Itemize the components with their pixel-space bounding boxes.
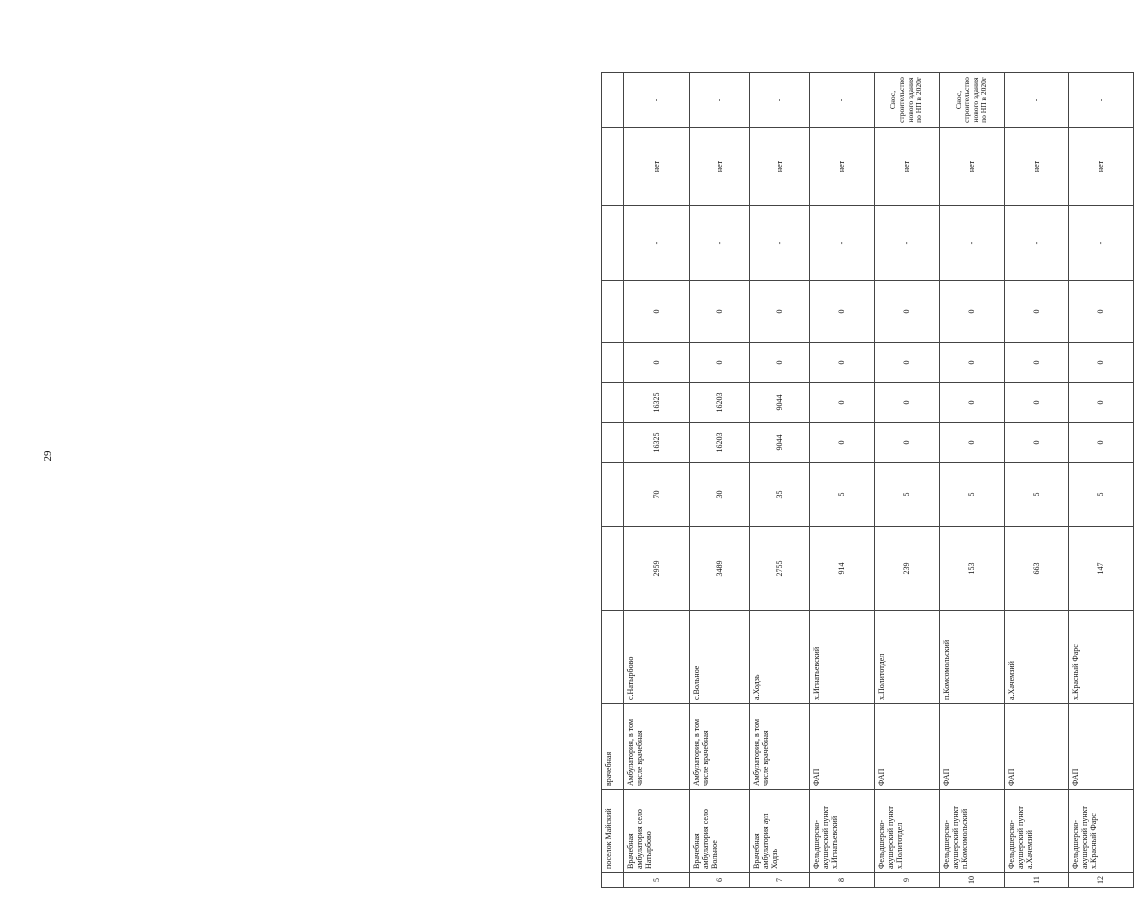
capacity-cell: 5	[939, 463, 1004, 527]
value4-cell: 0	[1004, 281, 1068, 343]
population-cell: 663	[1004, 527, 1068, 611]
note-cell: -	[689, 73, 749, 128]
row-number-cell: 8	[809, 873, 874, 888]
value4-cell: 0	[939, 281, 1004, 343]
value1-cell: 0	[1004, 423, 1068, 463]
value1-cell: 9044	[749, 423, 809, 463]
value5-cell: -	[1004, 206, 1068, 281]
capacity-cell: 30	[689, 463, 749, 527]
facility-name-cell: Фельдшерско-акушерский пункт а.Хачемзий	[1004, 790, 1068, 873]
table-row	[809, 73, 874, 888]
value4-cell: 0	[689, 281, 749, 343]
locality-cell: а.Хачемзий	[1004, 611, 1068, 704]
status-cell: нет	[1068, 128, 1133, 206]
locality-cell: с.Натырбово	[623, 611, 689, 704]
value3-cell: 0	[689, 343, 749, 383]
capacity-cell: 5	[874, 463, 939, 527]
value1-cell: 16203	[689, 423, 749, 463]
capacity-cell: 5	[1004, 463, 1068, 527]
row-number-cell: 9	[874, 873, 939, 888]
facility-type-cell: ФАП	[1004, 704, 1068, 790]
status-cell: нет	[809, 128, 874, 206]
value3-cell: 0	[1068, 343, 1133, 383]
value3-cell: 0	[623, 343, 689, 383]
value2-cell: 0	[939, 383, 1004, 423]
status-cell: нет	[1004, 128, 1068, 206]
locality-cell: а.Ходзь	[749, 611, 809, 704]
table-row	[689, 73, 749, 888]
facility-name-cell: Фельдшерско-акушерский пункт х.Игнатьевский	[809, 790, 874, 873]
value2-cell: 16203	[689, 383, 749, 423]
facility-type-cell: Амбулатория, в том числе врачебная	[749, 704, 809, 790]
table-row	[1068, 73, 1133, 888]
value4-cell: 0	[809, 281, 874, 343]
value1-cell: 0	[809, 423, 874, 463]
value5-cell: -	[874, 206, 939, 281]
value2-cell: 0	[809, 383, 874, 423]
value4-cell: 0	[1068, 281, 1133, 343]
population-cell: 239	[874, 527, 939, 611]
value1-cell: 0	[1068, 423, 1133, 463]
note-cell: Снос, строительство нового здания по НП в 2020г	[874, 73, 939, 128]
value1-cell: 16325	[623, 423, 689, 463]
value5-cell: -	[749, 206, 809, 281]
facilities-table	[601, 72, 1134, 888]
status-cell: нет	[749, 128, 809, 206]
page-number: 29	[42, 450, 54, 462]
note-cell: -	[749, 73, 809, 128]
note-cell: Снос, строительство нового здания по НП в 2020г	[939, 73, 1004, 128]
status-cell: нет	[623, 128, 689, 206]
value3-cell: 0	[874, 343, 939, 383]
facility-name-cell: Врачебная амбулатория село Натырбово	[623, 790, 689, 873]
table-row	[939, 73, 1004, 888]
row-number-cell: 6	[689, 873, 749, 888]
value3-cell: 0	[809, 343, 874, 383]
note-cell: -	[1068, 73, 1133, 128]
capacity-cell: 35	[749, 463, 809, 527]
table-row	[749, 73, 809, 888]
population-cell: 2959	[623, 527, 689, 611]
cell-top-type: врачебная	[602, 704, 624, 790]
facility-type-cell: Амбулатория, в том числе врачебная	[623, 704, 689, 790]
locality-cell: п.Комсомольский	[939, 611, 1004, 704]
value1-cell: 0	[874, 423, 939, 463]
capacity-cell: 70	[623, 463, 689, 527]
value5-cell: -	[1068, 206, 1133, 281]
value5-cell: -	[809, 206, 874, 281]
locality-cell: с.Вольное	[689, 611, 749, 704]
value3-cell: 0	[749, 343, 809, 383]
note-cell: -	[809, 73, 874, 128]
facility-name-cell: Врачебная амбулатория аул Ходзь	[749, 790, 809, 873]
facility-type-cell: ФАП	[809, 704, 874, 790]
row-number-cell: 11	[1004, 873, 1068, 888]
table-row	[874, 73, 939, 888]
population-cell: 2755	[749, 527, 809, 611]
population-cell: 914	[809, 527, 874, 611]
row-number-cell: 5	[623, 873, 689, 888]
value5-cell: -	[689, 206, 749, 281]
cell-top-name: поселок Майский	[602, 790, 624, 873]
facility-name-cell: Врачебная амбулатория село Вольное	[689, 790, 749, 873]
value5-cell: -	[939, 206, 1004, 281]
value5-cell: -	[623, 206, 689, 281]
facility-type-cell: ФАП	[939, 704, 1004, 790]
population-cell: 153	[939, 527, 1004, 611]
status-cell: нет	[874, 128, 939, 206]
locality-cell: х.Политотдел	[874, 611, 939, 704]
facility-name-cell: Фельдшерско-акушерский пункт х.Красный Фарс	[1068, 790, 1133, 873]
facility-type-cell: ФАП	[1068, 704, 1133, 790]
rotated-table-frame	[601, 0, 1134, 884]
value2-cell: 0	[874, 383, 939, 423]
capacity-cell: 5	[809, 463, 874, 527]
facility-name-cell: Фельдшерско-акушерский пункт п.Комсомольский	[939, 790, 1004, 873]
row-number-cell: 7	[749, 873, 809, 888]
facility-type-cell: Амбулатория, в том числе врачебная	[689, 704, 749, 790]
facility-type-cell: ФАП	[874, 704, 939, 790]
facility-name-cell: Фельдшерско-акушерский пункт х.Политотдел	[874, 790, 939, 873]
value4-cell: 0	[874, 281, 939, 343]
value4-cell: 0	[749, 281, 809, 343]
value3-cell: 0	[1004, 343, 1068, 383]
table-row	[1004, 73, 1068, 888]
status-cell: нет	[689, 128, 749, 206]
table-row-top	[602, 73, 624, 888]
row-number-cell: 12	[1068, 873, 1133, 888]
value4-cell: 0	[623, 281, 689, 343]
note-cell: -	[1004, 73, 1068, 128]
value2-cell: 0	[1004, 383, 1068, 423]
locality-cell: х.Красный Фарс	[1068, 611, 1133, 704]
value1-cell: 0	[939, 423, 1004, 463]
row-number-cell: 10	[939, 873, 1004, 888]
value2-cell: 9044	[749, 383, 809, 423]
locality-cell: х.Игнатьевский	[809, 611, 874, 704]
value3-cell: 0	[939, 343, 1004, 383]
note-cell: -	[623, 73, 689, 128]
status-cell: нет	[939, 128, 1004, 206]
value2-cell: 16325	[623, 383, 689, 423]
population-cell: 147	[1068, 527, 1133, 611]
capacity-cell: 5	[1068, 463, 1133, 527]
population-cell: 3489	[689, 527, 749, 611]
value2-cell: 0	[1068, 383, 1133, 423]
table-row	[623, 73, 689, 888]
